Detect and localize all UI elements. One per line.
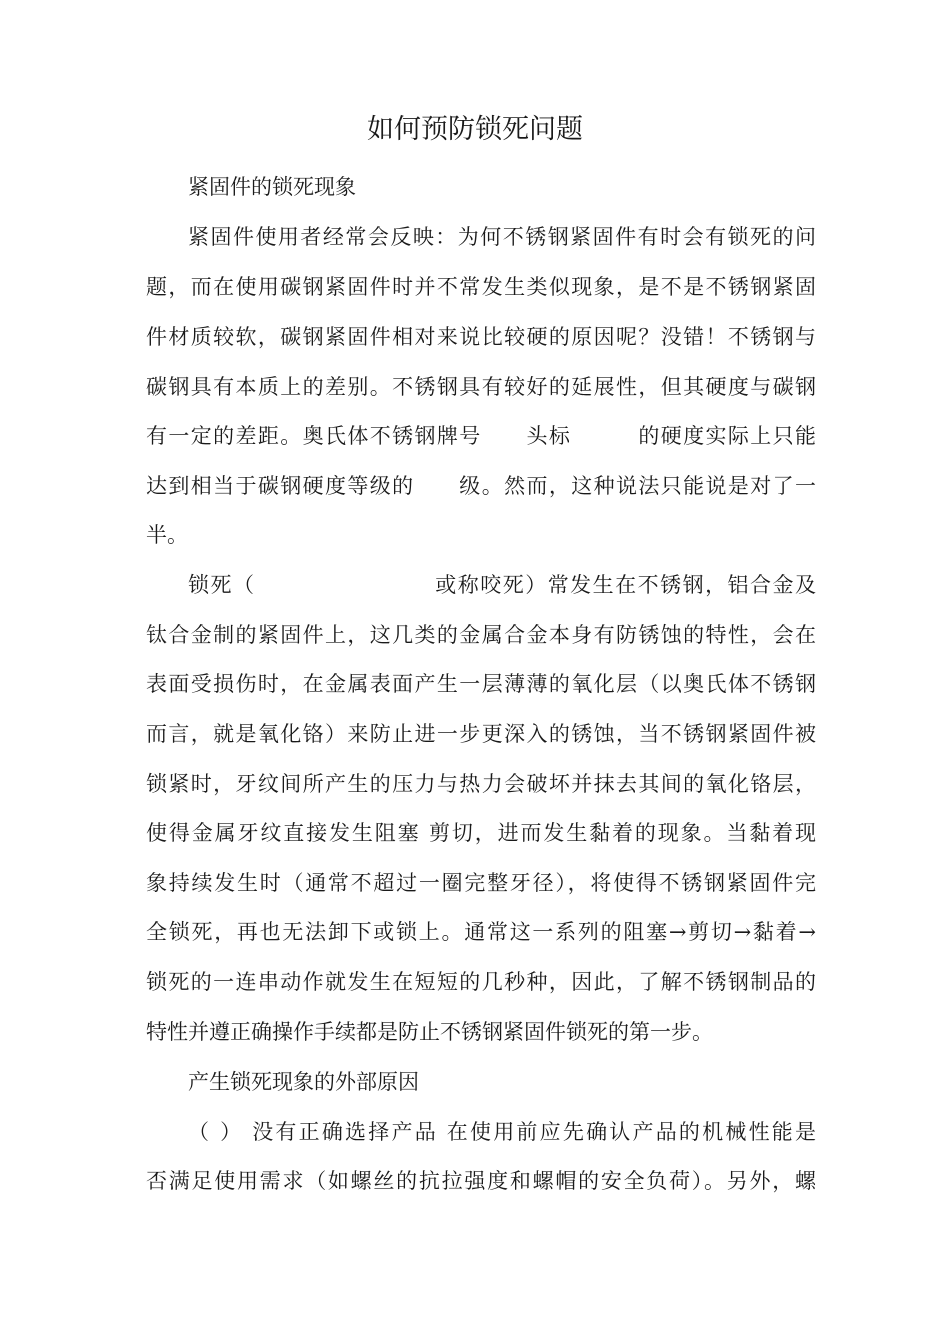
paragraph-line: 钛合金制的紧固件上，这几类的金属合金本身有防锈蚀的特性，会在 — [146, 623, 816, 647]
paragraph-line: 锁死的一连串动作就发生在短短的几秒种，因此，了解不锈钢制品的 — [146, 970, 816, 994]
paragraph-line: （ ） 没有正确选择产品 在使用前应先确认产品的机械性能是 — [188, 1120, 816, 1144]
paragraph-line: 半。 — [146, 523, 188, 547]
paragraph-line: 表面受损伤时，在金属表面产生一层薄薄的氧化层（以奥氏体不锈钢 — [146, 672, 816, 696]
paragraph-line: 象持续发生时（通常不超过一圈完整牙径），将使得不锈钢紧固件完 — [146, 871, 816, 895]
document-title: 如何预防锁死问题 — [367, 114, 583, 145]
paragraph-line: 件材质较软，碳钢紧固件相对来说比较硬的原因呢？没错！不锈钢与 — [146, 325, 816, 349]
paragraph-line: 锁紧时，牙纹间所产生的压力与热力会破坏并抹去其间的氧化铬层， — [146, 772, 816, 796]
paragraph-line: 使得金属牙纹直接发生阻塞 剪切，进而发生黏着的现象。当黏着现 — [146, 821, 816, 845]
paragraph-line: 锁死（ 或称咬死）常发生在不锈钢，铝合金及 — [188, 573, 816, 597]
paragraph-line: 全锁死，再也无法卸下或锁上。通常这一系列的阻塞→剪切→黏着→ — [146, 920, 816, 944]
paragraph-line: 题，而在使用碳钢紧固件时并不常发生类似现象，是不是不锈钢紧固 — [146, 275, 816, 299]
section-heading: 紧固件的锁死现象 — [188, 175, 356, 199]
paragraph-line: 否满足使用需求（如螺丝的抗拉强度和螺帽的安全负荷）。另外，螺 — [146, 1169, 816, 1193]
paragraph-line: 而言，就是氧化铬）来防止进一步更深入的锈蚀，当不锈钢紧固件被 — [146, 722, 816, 746]
paragraph-line: 达到相当于碳钢硬度等级的 级。然而，这种说法只能说是对了一 — [146, 474, 816, 498]
paragraph-line: 有一定的差距。奥氏体不锈钢牌号 头标 的硬度实际上只能 — [146, 424, 816, 448]
section-heading: 产生锁死现象的外部原因 — [188, 1070, 419, 1094]
paragraph-line: 紧固件使用者经常会反映：为何不锈钢紧固件有时会有锁死的问 — [188, 225, 816, 249]
paragraph-line: 特性并遵正确操作手续都是防止不锈钢紧固件锁死的第一步。 — [146, 1020, 713, 1044]
paragraph-line: 碳钢具有本质上的差别。不锈钢具有较好的延展性，但其硬度与碳钢 — [146, 375, 816, 399]
